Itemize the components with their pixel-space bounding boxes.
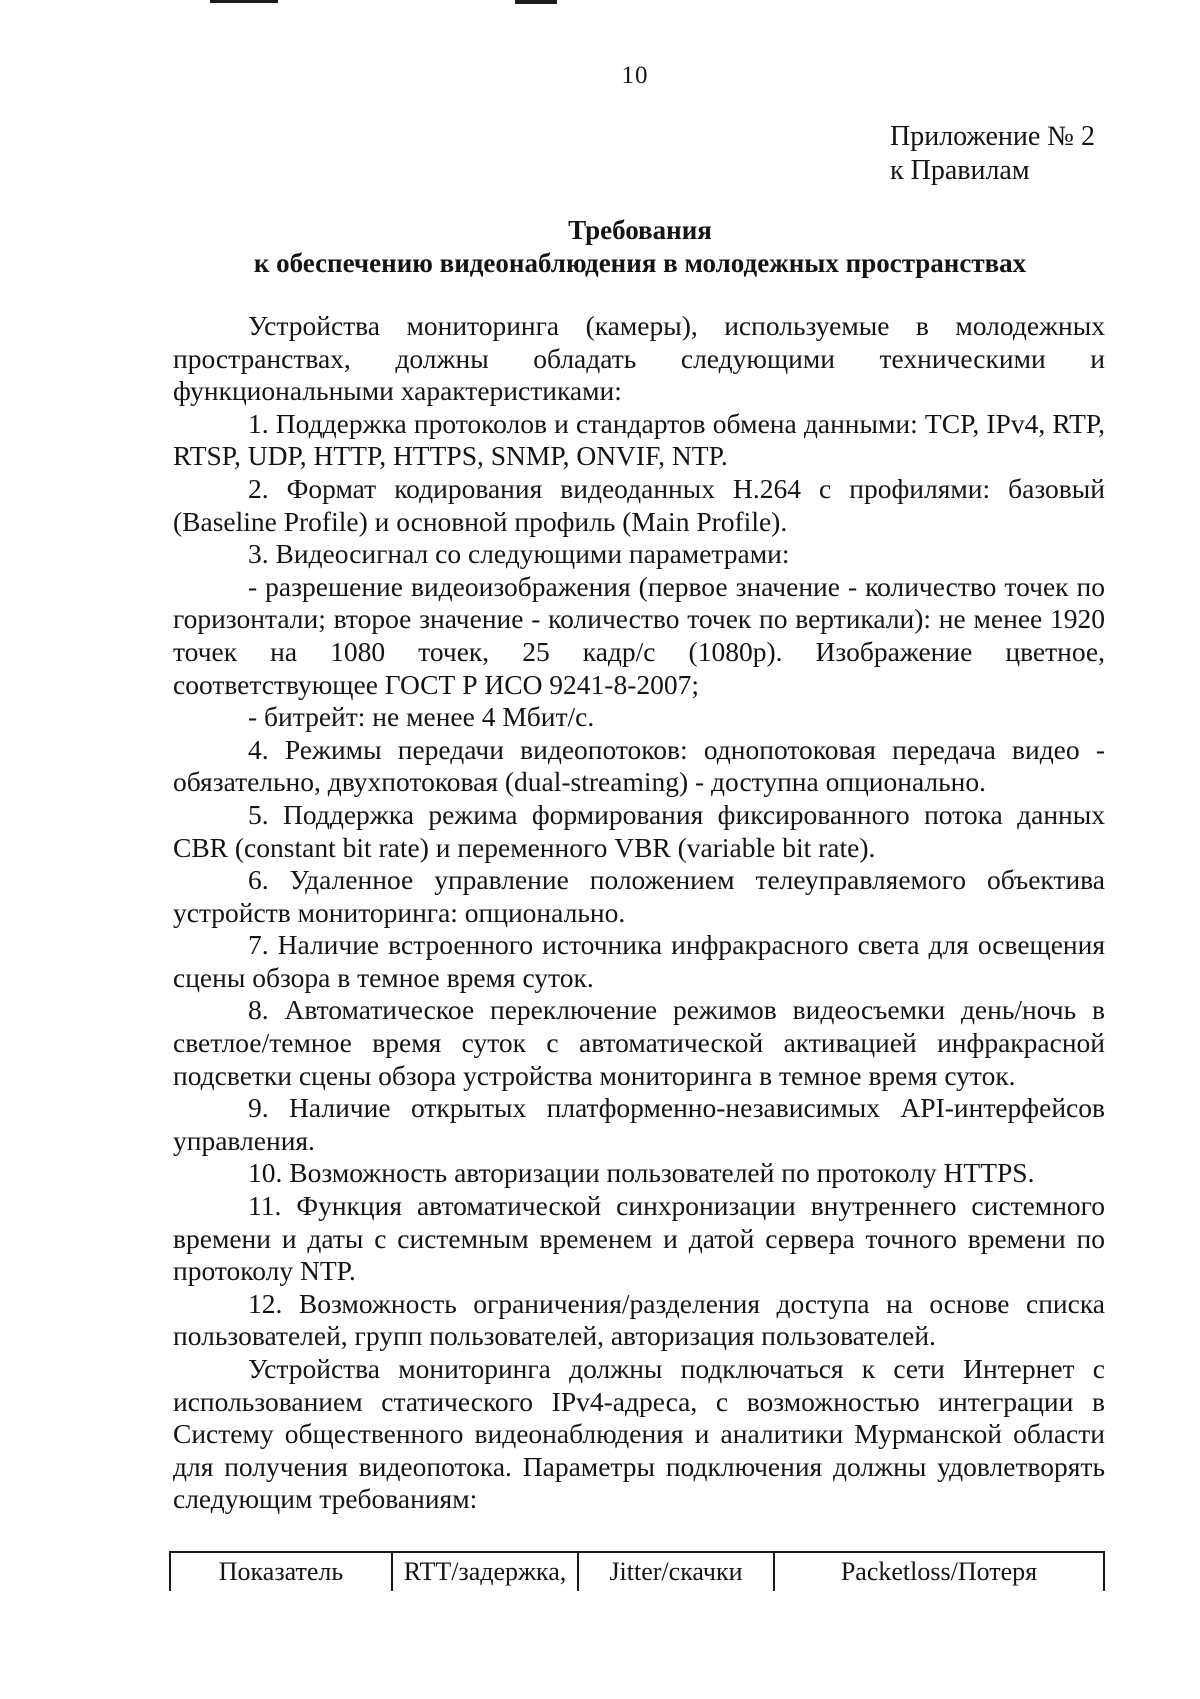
requirement-3-bitrate: - битрейт: не менее 4 Мбит/с. <box>248 701 595 733</box>
requirement-3: 3. Видеосигнал со следующими параметрами: <box>248 538 790 570</box>
requirement-4: 4. Режимы передачи видеопотоков: однопотоковая передача видео - обязательно, двухпотоковая (dual-streaming) - доступна опционально. <box>173 733 1105 798</box>
header-indicator: Показатель <box>170 1552 392 1591</box>
requirement-12: 12. Возможность ограничения/разделения доступа на основе списка пользователей, групп пользователей, авторизация пользователей. <box>173 1287 1105 1352</box>
requirement-8: 8. Автоматическое переключение режимов видеосъемки день/ночь в светлое/темное время суток с автоматической активацией инфракрасной подсветки сцены обзора устройства мониторинга в темное время суток. <box>173 994 1105 1091</box>
scan-mark-left <box>210 0 278 3</box>
requirement-3-resolution: - разрешение видеоизображения (первое значение - количество точек по горизонтали; второе значение - количество точек по вертикали): не менее 1920 точек на 1080 точек, 25 кадр/с (1080p). Изображение цветное, соответствующее ГОСТ Р ИСО 9241-8-2007; <box>173 570 1105 700</box>
title-line-1: Требования <box>568 215 712 245</box>
page-number: 10 <box>621 62 649 89</box>
title-line-2: к обеспечению видеонаблюдения в молодежных пространствах <box>253 248 1027 278</box>
requirement-9: 9. Наличие открытых платформенно-независимых API-интерфейсов управления. <box>173 1092 1105 1156</box>
document-title <box>175 214 1105 280</box>
requirement-2: 2. Формат кодирования видеоданных H.264 с профилями: базовый (Baseline Profile) и основной профиль (Main Profile). <box>173 472 1105 537</box>
document-body <box>173 310 1105 1516</box>
intro-paragraph: Устройства мониторинга (камеры), используемые в молодежных пространствах, должны обладать следующими техническими и функциональными характеристиками: <box>173 310 1105 407</box>
requirement-11: 11. Функция автоматической синхронизации внутреннего системного времени и даты с системным временем и датой сервера точного времени по протоколу NTP. <box>173 1190 1105 1287</box>
header-jitter: Jitter/скачки <box>578 1552 774 1591</box>
appendix-line-2: к Правилам <box>890 155 1030 186</box>
requirement-7: 7. Наличие встроенного источника инфракрасного света для освещения сцены обзора в темное время суток. <box>173 929 1105 993</box>
connection-paragraph: Устройства мониторинга должны подключаться к сети Интернет с использованием статического IPv4-адреса, с возможностью интеграции в Систему общественного видеонаблюдения и аналитики Мурманской области для получения видеопотока. Параметры подключения должны удовлетворять следующим требованиям: <box>173 1353 1105 1515</box>
header-packetloss: Packetloss/Потеря <box>774 1552 1104 1591</box>
scan-mark-right <box>515 0 557 4</box>
table-header-row <box>170 1552 1104 1591</box>
appendix-line-1: Приложение № 2 <box>890 121 1095 152</box>
requirement-5: 5. Поддержка режима формирования фиксированного потока данных CBR (constant bit rate) и переменного VBR (variable bit rate). <box>173 798 1105 863</box>
requirement-1: 1. Поддержка протоколов и стандартов обмена данными: TCP, IPv4, RTP, RTSP, UDP, HTTP, HTTPS, SNMP, ONVIF, NTP. <box>173 407 1105 472</box>
connection-requirements-table <box>169 1551 1105 1591</box>
header-rtt: RTT/задержка, <box>392 1552 578 1591</box>
requirement-6: 6. Удаленное управление положением телеуправляемого объектива устройств мониторинга: опционально. <box>173 864 1105 928</box>
appendix-reference <box>890 120 1095 188</box>
requirement-10: 10. Возможность авторизации пользователей по протоколу HTTPS. <box>248 1157 1035 1189</box>
